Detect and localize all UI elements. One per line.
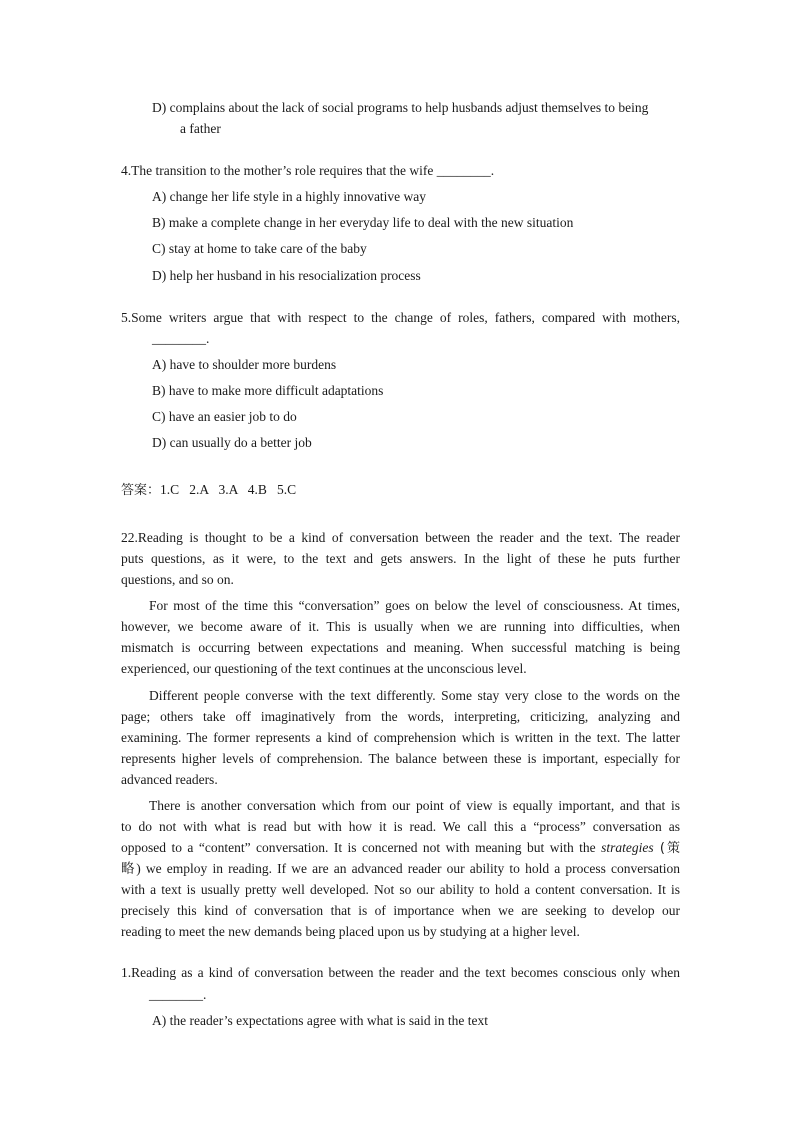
passage-p3-line4: represents higher levels of comprehension. The balance between these is important, especially for: [121, 751, 680, 766]
passage-p3-line3: examining. The former represents a kind of comprehension which is written in the text. The latter: [121, 730, 680, 745]
answers-row: [121, 482, 296, 499]
passage-p1-line1: 22.Reading is thought to be a kind of conversation between the reader and the text. The reader: [121, 530, 680, 545]
q5-option-c: C) have an easier job to do: [152, 409, 297, 424]
passage-p4-line4: 略) we employ in reading. If we are an advanced reader our ability to hold a process conversation: [121, 861, 680, 876]
passage-p4-line1: There is another conversation which from our point of view is equally important, and that is: [149, 798, 680, 813]
prev-option-d-line2: a father: [180, 121, 221, 136]
passage-p4-line2: to do not with what is read but with how it is read. We call this a “process” conversation as: [121, 819, 680, 834]
passage-p3-line5: advanced readers.: [121, 772, 218, 787]
passage-p4-line3: [121, 840, 680, 857]
answers-values: 1.C 2.A 3.A 4.B 5.C: [160, 482, 297, 497]
prev-option-d-line1: D) complains about the lack of social programs to help husbands adjust themselves to being: [152, 100, 649, 115]
q1-option-a: A) the reader’s expectations agree with what is said in the text: [152, 1013, 489, 1028]
passage-p4-line6: precisely this kind of conversation that is of importance when we are seeking to develop our: [121, 903, 680, 918]
q5-option-b: B) have to make more difficult adaptations: [152, 383, 384, 398]
q5-option-d: D) can usually do a better job: [152, 435, 312, 450]
passage-p2-line3: mismatch is occurring between expectations and meaning. When successful matching is being: [121, 640, 680, 655]
answers-label: 答案：: [121, 483, 161, 498]
q4-option-b: B) make a complete change in her everyday life to deal with the new situation: [152, 215, 574, 230]
passage-p4-line7: reading to meet the new demands being placed upon us by studying at a higher level.: [121, 924, 580, 939]
q4-stem: 4.The transition to the mother’s role requires that the wife ________.: [121, 163, 495, 178]
passage-p1-line3: questions, and so on.: [121, 572, 234, 587]
passage-p2-line4: experienced, our questioning of the text continues at the unconscious level.: [121, 661, 527, 676]
passage-p1-line2: puts questions, as it were, to the text and gets answers. In the light of these he puts further: [121, 551, 680, 566]
chinese-gloss-open: (策: [653, 841, 680, 856]
passage-p4-line5: with a text is usually pretty well developed. Not so our ability to hold a content conversation. It is: [121, 882, 680, 897]
q1-stem-line1: 1.Reading as a kind of conversation between the reader and the text becomes conscious only when: [121, 965, 680, 980]
q5-stem-line1: 5.Some writers argue that with respect to the change of roles, fathers, compared with mothers,: [121, 310, 680, 325]
q5-stem-line2: ________.: [152, 331, 210, 346]
q4-option-d: D) help her husband in his resocialization process: [152, 268, 421, 283]
passage-p3-line2: page; others take off imaginatively from the words, interpreting, criticizing, analyzing and: [121, 709, 680, 724]
q4-option-a: A) change her life style in a highly innovative way: [152, 189, 427, 204]
passage-p2-line2: however, we become aware of it. This is usually when we are running into difficulties, when: [121, 619, 680, 634]
passage-p3-line1: Different people converse with the text differently. Some stay very close to the words on the: [149, 688, 680, 703]
q5-option-a: A) have to shoulder more burdens: [152, 357, 337, 372]
q1-stem-line2: ________.: [149, 987, 207, 1002]
strategies-term: strategies: [601, 840, 654, 855]
q4-option-c: C) stay at home to take care of the baby: [152, 241, 367, 256]
passage-p2-line1: For most of the time this “conversation” goes on below the level of consciousness. At times,: [149, 598, 680, 613]
passage-p4-line3-text: opposed to a “content” conversation. It is concerned not with meaning but with the: [121, 840, 602, 855]
